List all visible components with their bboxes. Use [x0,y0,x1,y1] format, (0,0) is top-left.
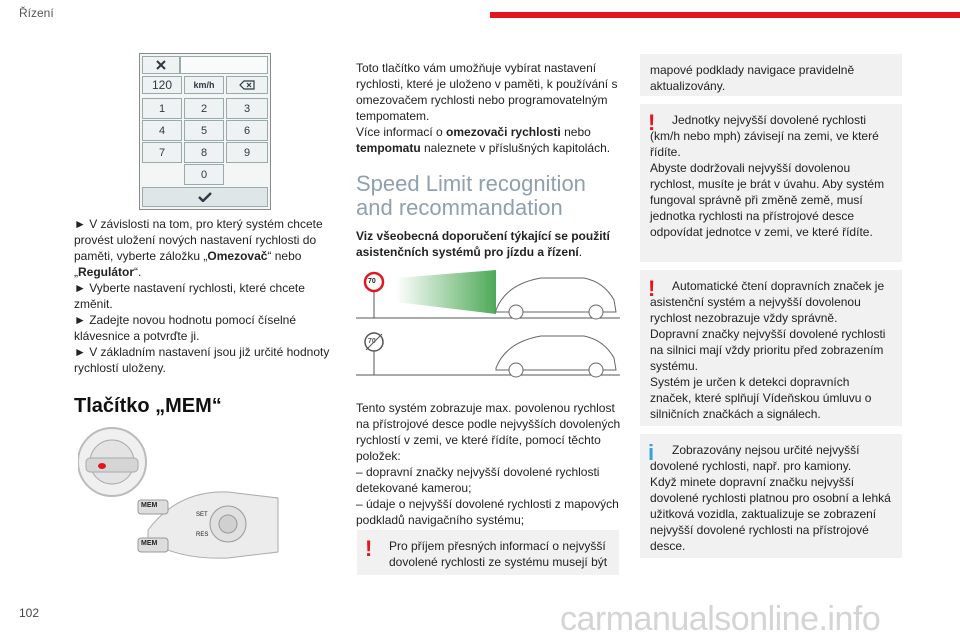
key-6: 6 [226,120,268,141]
speed-sign-1: 70 [368,278,376,285]
section-title: Řízení [19,6,54,20]
note-continuation: mapové podklady navigace pravidelně aktualizovány. [640,54,902,96]
warning-icon: ! [648,110,656,135]
info-note: i Zobrazovány nejsou určité nejvyšší dovolené rychlosti, např. pro kamiony. Když minete dopravní značku nejvyšší dovolené rychlosti platnou pro osobní a lehká užitková vozidla, zaktualizuje se zobrazení nejvyšší dovolené rychlosti na přístrojové desce. [640,434,902,558]
speed-sign-2-ended: 70 [368,338,376,345]
blank-field [180,56,268,74]
key-9: 9 [226,142,268,163]
page-number: 102 [19,606,40,620]
set-label: SET [196,512,208,518]
info-icon: i [648,440,655,465]
mem-heading: Tlačítko „MEM“ [74,395,222,417]
mem-label-top: MEM [141,502,158,509]
column-2-lower [356,400,622,528]
key-0: 0 [184,164,224,185]
intro-paragraph-2: Více informací o omezovači rychlosti nebo tempomatu naleznete v příslušných kapitolách. [356,125,611,155]
step-paragraph: ► V základním nastavení jsou již určité hodnoty rychlostí uloženy. [74,345,330,375]
unit-tab: km/h [184,76,224,94]
header-accent-bar [490,12,960,18]
key-7: 7 [142,142,182,163]
body-paragraph: Tento systém zobrazuje max. povolenou rychlost na přístrojové desce podle nejvyšších dovolených rychlostí v zemi, ve které řídíte, pomocí těchto položek: [356,401,621,463]
mem-button-illustration [78,420,288,570]
key-3: 3 [226,98,268,119]
step-paragraph: ► Vyberte nastavení rychlosti, které chcete změnit. [74,281,305,311]
check-icon [142,187,268,207]
column-2 [356,60,622,260]
list-item: – dopravní značky nejvyšší dovolené rychlosti detekované kamerou; [356,465,600,495]
key-5: 5 [184,120,224,141]
step-paragraph: ► V závislosti na tom, pro který systém chcete provést uložení nových nastavení rychlosti do paměti, vyberte záložku „Omezovač“ nebo „Regulátor“. [74,217,323,279]
mem-label-bottom: MEM [141,540,158,547]
speed-keypad-illustration [139,53,271,210]
backspace-icon [226,76,268,94]
warning-note-units: ! Jednotky nejvyšší dovolené rychlosti (km/h nebo mph) závisejí na zemi, ve které řídíte. Abyste dodržovali nejvyšší dovolenou rychlost, musíte je brát v úvahu. Aby systém fungoval správně při změně země, musí jednotka rychlosti na přístrojové desce odpovídat jednotce v zemi, ve které řídíte. [640,104,902,262]
intro-paragraph: Toto tlačítko vám umožňuje vybírat nastavení rychlosti, které je uloženo v paměti, k používání s omezovačem rychlosti nebo programovatelným tempomatem. [356,61,618,123]
watermark: carmanualsonline.info [560,600,881,638]
key-1: 1 [142,98,182,119]
column-1 [74,216,346,418]
speed-display: 120 [142,76,182,94]
step-paragraph: ► Zadejte novou hodnotu pomocí číselné klávesnice a potvrďte ji. [74,313,297,343]
section-heading: Speed Limit recognition and recommandation [356,171,586,220]
list-item: – údaje o nejvyšší dovolené rychlosti z mapových podkladů navigačního systému; [356,497,619,527]
key-4: 4 [142,120,182,141]
res-label: RES [196,532,209,538]
warning-note: ! Pro příjem přesných informací o nejvyšší dovolené rychlosti ze systému musejí být [357,530,619,575]
speed-sign-scene [356,270,620,390]
warning-icon: ! [648,276,656,301]
key-2: 2 [184,98,224,119]
key-8: 8 [184,142,224,163]
lead-paragraph: Viz všeobecná doporučení týkající se použití asistenčních systémů pro jízdu a řízení. [356,229,610,259]
warning-note-recognition: ! Automatické čtení dopravních značek je asistenční systém a nejvyšší dovolenou rychlost nezobrazuje vždy správně. Dopravní značky nejvyšší dovolené rychlosti na silnici mají vždy prioritu před zobrazením systému. Systém je určen k detekci dopravních značek, které splňují Vídeňskou úmluvu o silničních značkách a signálech. [640,270,902,426]
close-icon [142,56,180,74]
warning-icon: ! [365,536,373,561]
